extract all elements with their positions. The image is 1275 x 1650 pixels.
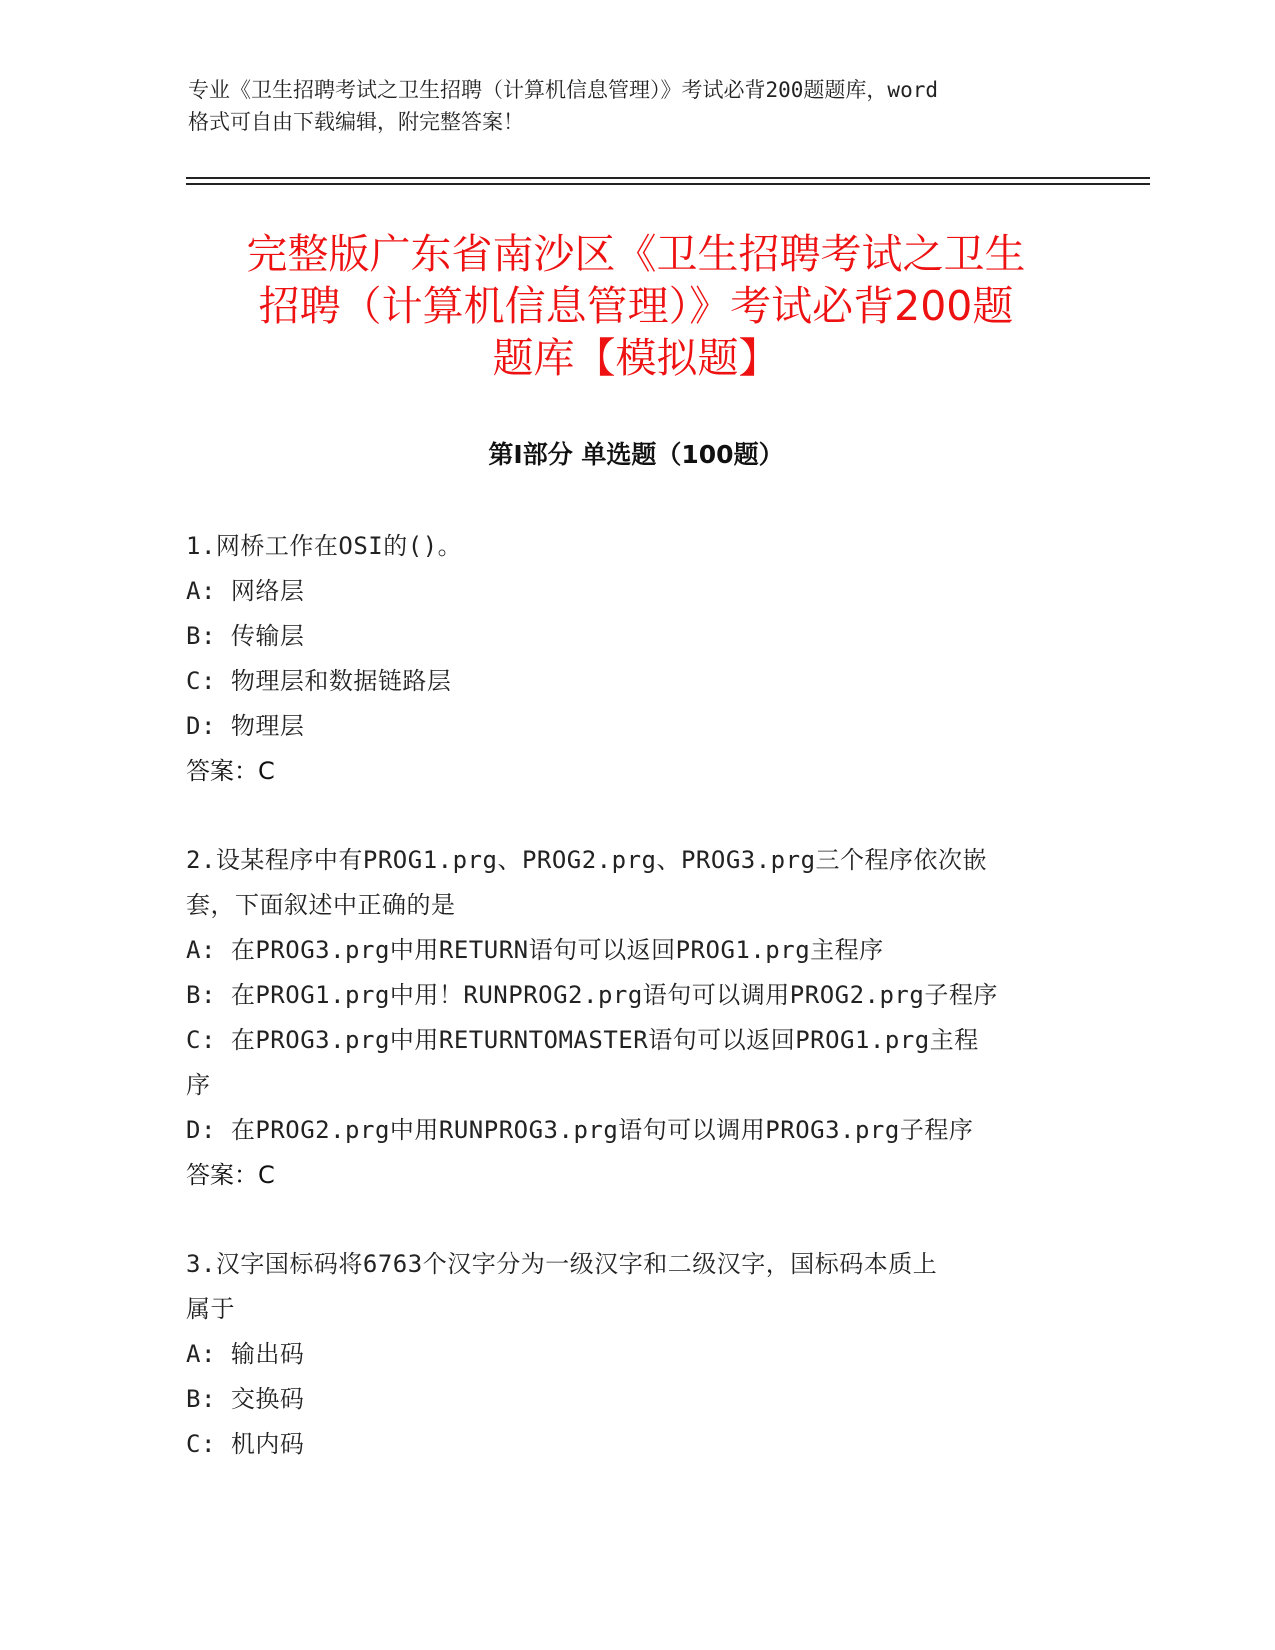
option-a <box>186 928 1086 973</box>
option-text: 物理层和数据链路层 <box>230 667 452 695</box>
option-c-continued: 序 <box>186 1071 211 1099</box>
question-3 <box>186 1242 1086 1467</box>
option-text: 传输层 <box>230 622 305 650</box>
header-note <box>188 74 1088 138</box>
option-text: 在PROG3.prg中用RETURN语句可以返回PROG1.prg主程序 <box>230 936 884 964</box>
option-b <box>186 1377 1086 1422</box>
question-1 <box>186 524 1086 794</box>
option-key: B: <box>186 1385 216 1413</box>
document-title-line-1: 完整版广东省南沙区《卫生招聘考试之卫生 <box>246 230 1026 278</box>
option-b <box>186 614 1086 659</box>
option-key: B: <box>186 622 216 650</box>
option-text: 输出码 <box>230 1340 305 1368</box>
header-note-line-1: 专业《卫生招聘考试之卫生招聘（计算机信息管理）》考试必背200题题库，word <box>188 78 938 102</box>
option-c <box>186 1018 1086 1063</box>
option-text: 机内码 <box>230 1430 305 1458</box>
option-key: A: <box>186 936 216 964</box>
option-key: D: <box>186 712 216 740</box>
option-key: B: <box>186 981 216 1009</box>
question-stem-continued: 属于 <box>186 1295 235 1323</box>
option-c <box>186 1422 1086 1467</box>
option-d <box>186 704 1086 749</box>
question-stem: 2.设某程序中有PROG1.prg、PROG2.prg、PROG3.prg三个程序依次嵌 <box>186 846 988 874</box>
document-title-line-2: 招聘（计算机信息管理）》考试必背200题 <box>258 282 1014 330</box>
header-divider-top <box>186 177 1150 179</box>
answer-label: 答案：C <box>186 757 275 785</box>
question-stem: 1.网桥工作在OSI的()。 <box>186 532 463 560</box>
option-b <box>186 973 1086 1018</box>
option-text: 在PROG2.prg中用RUNPROG3.prg语句可以调用PROG3.prg子程序 <box>230 1116 974 1144</box>
option-a <box>186 1332 1086 1377</box>
option-text: 在PROG3.prg中用RETURNTOMASTER语句可以返回PROG1.prg主程 <box>230 1026 979 1054</box>
header-note-line-2: 格式可自由下载编辑，附完整答案！ <box>188 110 524 134</box>
option-text: 物理层 <box>230 712 305 740</box>
section-title: 第Ⅰ部分 单选题（100题） <box>488 440 784 469</box>
option-key: C: <box>186 667 216 695</box>
document-title-line-3: 题库【模拟题】 <box>492 334 780 382</box>
option-text: 交换码 <box>230 1385 305 1413</box>
option-c <box>186 659 1086 704</box>
option-d <box>186 1108 1086 1153</box>
option-key: C: <box>186 1430 216 1458</box>
document-title <box>186 228 1086 384</box>
option-key: A: <box>186 577 216 605</box>
option-a <box>186 569 1086 614</box>
option-key: D: <box>186 1116 216 1144</box>
question-2 <box>186 838 1086 1198</box>
question-list <box>186 524 1086 1511</box>
question-stem-continued: 套，下面叙述中正确的是 <box>186 891 456 919</box>
option-key: A: <box>186 1340 216 1368</box>
question-stem: 3.汉字国标码将6763个汉字分为一级汉字和二级汉字，国标码本质上 <box>186 1250 938 1278</box>
option-text: 在PROG1.prg中用！RUNPROG2.prg语句可以调用PROG2.prg子程序 <box>230 981 998 1009</box>
option-text: 网络层 <box>230 577 305 605</box>
answer-label: 答案：C <box>186 1161 275 1189</box>
header-divider-bottom <box>186 183 1150 185</box>
option-key: C: <box>186 1026 216 1054</box>
